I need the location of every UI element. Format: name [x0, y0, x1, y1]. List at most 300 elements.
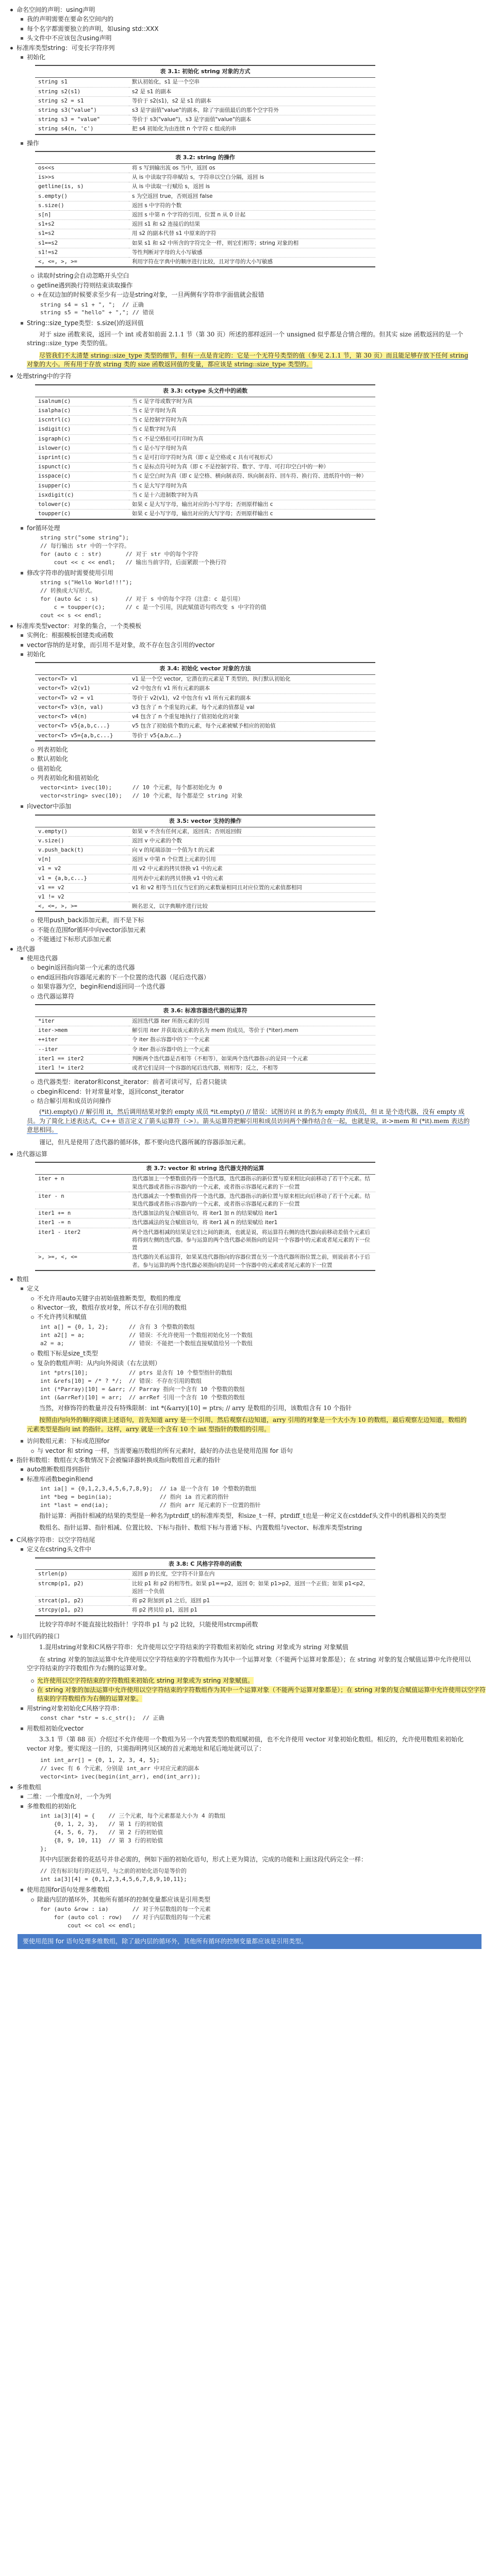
bullet-icon [21, 1889, 23, 1891]
table-row [35, 115, 375, 125]
outline-item [9, 281, 489, 290]
table-cell-key: iter1 -= n [35, 1218, 129, 1228]
bullet-icon [31, 1899, 34, 1902]
table-cell-desc: 等价于 v2(v1)，v2 中包含有 v1 所有元素的副本 [129, 693, 375, 703]
outline-text: 结合解引用和成员访问操作 [37, 1097, 112, 1105]
bullet-icon [31, 1091, 34, 1094]
outline-item [9, 1802, 489, 1811]
bullet-icon [21, 957, 23, 960]
outline-item [9, 963, 489, 972]
outline-iter-notes [9, 1078, 489, 1106]
outline-text: 迭代器运算 [16, 1150, 48, 1158]
table-cell-key: isgraph(c) [35, 434, 129, 444]
bullet-icon [31, 986, 34, 989]
outline-ptr [9, 1465, 489, 1484]
table-row [35, 902, 375, 912]
table-row [35, 722, 375, 731]
table-cell-key: isprint(c) [35, 453, 129, 462]
table-row [35, 453, 375, 462]
bullet-icon [31, 768, 34, 771]
bullet-icon [31, 967, 34, 970]
table-row [35, 1017, 375, 1026]
outline-item [9, 1465, 489, 1474]
bullet-icon [31, 275, 34, 278]
underlined-text: (*it).empty() // 解引用 it，然后调用结果对象的 empty 成员 *it.empty() // 错误：试图访问 it 的名为 empty 的成员，但 it 是个迭代器，没有 empty 成员。为了简化上述表达式，C++ 语言定义了箭头运算符（->）。箭头运算符把解引用和成员访问两个操作结合在一起，也就是说，it->mem 和 (*it).mem 表达的意思相同。 [27, 1108, 470, 1134]
table-cell-key: toupper(c) [35, 510, 129, 519]
table-row [35, 192, 375, 201]
table-cell-desc: 顾名思义，以字典顺序进行比较 [129, 902, 375, 912]
table-caption: 表 3.1: 初始化 string 对象的方式 [35, 65, 375, 78]
code-block: int ia[] = {0,1,2,3,4,5,6,7,8,9}; // ia 是一个含有 10 个整数的数组 int *beg = begin(ia); // 指向 ia 首元素的指针 int *last = end(ia); // 指向 arr 尾元素的下一位置的指针 [40, 1485, 261, 1509]
table-cell-desc: 判断两个迭代器是否相等（不相等），如果两个迭代器指示的是同一个元素 [129, 1054, 375, 1063]
table-cell-key: v[n] [35, 855, 129, 865]
outline-item [9, 1303, 489, 1312]
bullet-icon [31, 749, 34, 752]
paragraph [27, 351, 471, 369]
table-cell-desc: 如果 v 不含有任何元素，返回真；否则返回假 [129, 827, 375, 837]
bullet-icon [31, 929, 34, 932]
outline-text: for循环处理 [27, 524, 60, 532]
table-string-ops [35, 151, 375, 267]
table-cell-desc: 等价于 s3("value")，s3 是字面值"value"的副本 [129, 115, 375, 125]
outline-item [9, 650, 489, 659]
outline-item [9, 1313, 489, 1321]
table-cell-key: iter + n [35, 1175, 129, 1192]
outline-item [9, 6, 489, 14]
outline-item [9, 1294, 489, 1303]
outline-text: 不能在范围for循环中向vector添加元素 [37, 926, 146, 934]
outline-item [9, 1359, 489, 1368]
table-row [35, 1026, 375, 1036]
table-cell-key: isupper(c) [35, 481, 129, 490]
outline-text: C风格字符串：以空字符结尾 [16, 1536, 95, 1544]
table-cell-desc: 当 c 是大写字母时为真 [129, 481, 375, 490]
table-cell-desc: 将 s 写到输出流 os 当中，返回 os [129, 164, 375, 173]
outline-text: +在双边加的时候要求至少有一边是string对象，一旦两侧有字符串字面值就会报错 [37, 291, 264, 299]
table-row [35, 1064, 375, 1074]
table-row [35, 675, 375, 684]
outline-item [9, 992, 489, 1001]
outline-text: begin返回指向第一个元素的迭代器 [37, 964, 135, 972]
table-cell-key: iter1 - iter2 [35, 1228, 129, 1253]
outline-text: 迭代器 [16, 945, 36, 953]
outline-item [9, 641, 489, 650]
outline-item [9, 935, 489, 944]
outline-item [9, 622, 489, 631]
outline-item [9, 926, 489, 935]
table-cell-desc: 返回 v 中元素的个数 [129, 836, 375, 845]
table-cell-key: v.size() [35, 836, 129, 845]
table-row [35, 836, 375, 845]
table-cell-desc: 比较 p1 和 p2 的相等性。如果 p1==p2，返回 0；如果 p1>p2，返回一个正值；如果 p1<p2，返回一个负值 [129, 1579, 375, 1596]
table-cell-desc: 令 iter 指示容器中的下一个元素 [129, 1036, 375, 1045]
outline-text: 迭代器类型：iterator和const_iterator：前者可读可写，后者只能读 [37, 1078, 227, 1086]
table-cell-key: iter - n [35, 1192, 129, 1209]
outline-item [9, 631, 489, 640]
outline-text: 实例化：根据模板创建类或函数 [27, 632, 114, 639]
outline-item [9, 1686, 489, 1704]
table-cell-key: v1 = {a,b,c...} [35, 874, 129, 883]
table-cell-desc: 如果 s1 和 s2 中所含的字符完全一样，则它们相等；string 对象的相 [129, 239, 375, 248]
table-row [35, 125, 375, 134]
table-row [35, 1253, 375, 1270]
table-cell-desc: 返回 v 中第 n 个位置上元素的引用 [129, 855, 375, 865]
table-cell-desc: 用 v2 中元素的拷贝替换 v1 中的元素 [129, 865, 375, 874]
table-cell-key: string s3 = "value" [35, 115, 129, 125]
code-block: string s("Hello World!!!"); // 转换成大写形式。 for (auto &c : s) // 对于 s 中的每个字符（注意：c 是引用） c = toupper(c); // c 是一个引用，因此赋值语句将改变 s 中字符的值 cout << s << endl; [40, 579, 267, 619]
outline-text: 与旧代码的接口 [16, 1632, 60, 1640]
bullet-icon [31, 1307, 34, 1310]
table-cell-key: string s2(s1) [35, 87, 129, 96]
table-cell-key: v.empty() [35, 827, 129, 837]
table-cell-desc: 等性判断对字母的大小写敏感 [129, 248, 375, 257]
table-cell-desc: v1 是一个空 vector，它潜在的元素是 T 类型的，执行默认初始化 [129, 675, 375, 684]
outline-item [9, 1475, 489, 1484]
bullet-icon [21, 1287, 23, 1290]
outline-text: 使用push_back添加元素，而不是下标 [37, 917, 144, 924]
table-cell-key: v1 == v2 [35, 883, 129, 892]
table-cell-key: strcmp(p1, p2) [35, 1579, 129, 1596]
table-cell-desc: 当 c 是空白时为真（即 c 是空格、横向制表符、纵向制表符、回车符、换行符、进纸符中的一种） [129, 472, 375, 481]
table-cell-key: ispunct(c) [35, 463, 129, 472]
outline-item [9, 319, 489, 328]
table-row [35, 1570, 375, 1579]
bullet-icon [21, 653, 23, 656]
outline-text: 与 vector 和 string 一样，当需要遍历数组的所有元素时，最好的办法也是使用范围 for 语句 [37, 1447, 293, 1454]
outline-item [9, 755, 489, 764]
outline-item [9, 1724, 489, 1733]
bullet-icon [31, 1680, 34, 1683]
outline-text: 标准库类型vector：对象的集合，一个类模板 [16, 622, 142, 630]
table-row [35, 78, 375, 87]
outline-text: 值初始化 [37, 765, 62, 772]
bullet-icon [21, 1805, 23, 1808]
outline-item [9, 1895, 489, 1904]
table-cell-desc: 迭代器加法的复合赋值语句，将 iter1 加 n 的结果赋给 iter1 [129, 1209, 375, 1218]
outline-text: 列表初始化 [37, 745, 69, 753]
table-cell-desc: 默认初始化，s1 是一个空串 [129, 78, 375, 87]
table-row [35, 893, 375, 902]
outline-text: 允许使用以空字符结束的字符数组来初始化 string 对象或为 string 对象赋值。 [37, 1676, 254, 1684]
table-row [35, 845, 375, 855]
table-cell-desc: 等价于 v5{a,b,c...} [129, 731, 375, 741]
table-cell-desc: 返回 p 的长度，空字符不计算在内 [129, 1570, 375, 1579]
bullet-icon [31, 1450, 34, 1453]
table-cell-desc: 从 is 中读取字符串赋给 s，字符串以空白分隔，返回 is [129, 173, 375, 182]
table-caption: 表 3.5: vector 支持的操作 [35, 815, 375, 827]
highlight-text: 按照由内向外的顺序阅读上述语句，首先知道 arry 是一个引用，然后观察右边知道，arry 引用的对象是一个大小为 10 的数组，最后观察左边知道，数组的元素类型是指向 int 的指针。这样，arry 就是一个含有 10 个 int 型指针的数组的引用。 [27, 1416, 467, 1433]
bullet-icon [31, 1362, 34, 1365]
bullet-icon [21, 37, 23, 40]
table-row [35, 1045, 375, 1054]
outline-vector-ops [9, 916, 489, 944]
table-cell-key: tolower(c) [35, 500, 129, 510]
table-iter-ops [35, 1004, 375, 1074]
table-row [35, 229, 375, 239]
code-block: for (auto &row : ia) // 对于外层数组的每一个元素 for (auto col : row) // 对于内层数组的每一个元素 cout << col << endl; [40, 1905, 211, 1929]
paragraph: 1.混用string对象和C风格字符串：允许使用以空字符结束的字符数组来初始化 string 对象或为 string 对象赋值 [39, 1643, 348, 1651]
bullet-icon [31, 294, 34, 297]
table-cell-key: is>>s [35, 173, 129, 182]
table-caption: 表 3.6: 标准容器迭代器的运算符 [35, 1004, 375, 1017]
table-row [35, 1175, 375, 1192]
code-block: const char *str = s.c_str(); // 正确 [40, 1715, 164, 1722]
outline-iter [9, 954, 489, 1001]
outline-text: 初始化 [27, 53, 46, 61]
table-row [35, 211, 375, 220]
table-cell-key: *iter [35, 1017, 129, 1026]
paragraph: 3.3.1 节（第 88 页）介绍过不允许使用一个数组为另一个内置类型的数组赋初值，也不允许使用 vector 对象初始化数组。相反的，允许使用数组来初始化 vector 对象。要实现这一目的，只需指明拷贝区域的首元素地址和尾后地址就可以了： [27, 1736, 464, 1752]
table-row [35, 827, 375, 837]
table-cell-key: s1==s2 [35, 239, 129, 248]
outline-text: 向vector中添加 [27, 803, 72, 810]
table-cctype [35, 384, 375, 520]
outline-item [9, 25, 489, 33]
code-block: // 没有标识每行的花括号，与之前的初始化语句是等价的 int ia[3][4] = {0,1,2,3,4,5,6,7,8,9,10,11}; [40, 1868, 187, 1883]
table-cell-key: s[n] [35, 211, 129, 220]
code-block: int ia[3][4] = { // 三个元素，每个元素都是大小为 4 的数组 {0, 1, 2, 3}, // 第 1 行的初始值 {4, 5, 6, 7}, // 第 2 行的初始值 {8, 9, 10, 11} // 第 3 行的初始值 }; [40, 1812, 226, 1852]
paragraph: 在 string 对象的加法运算中允许使用以空字符结束的字符数组作为其中一个运算对象（不能两个运算对象都是）；在 string 对象的复合赋值运算中允许使用以空字符结束的字符数组作为右侧的运算对象。 [27, 1655, 471, 1672]
outline-text: 默认初始化 [37, 755, 69, 763]
table-caption: 表 3.4: 初始化 vector 对象的方法 [35, 662, 375, 675]
bullet-icon [21, 28, 23, 30]
table-row [35, 481, 375, 490]
outline-text: 数组 [16, 1275, 29, 1283]
outline-item [9, 1676, 489, 1685]
table-cell-desc: s 为空返回 true，否则返回 false [129, 192, 375, 201]
bullet-icon [21, 1478, 23, 1481]
paragraph [27, 1416, 471, 1434]
outline-text: 多维数组 [16, 1783, 42, 1791]
bullet-icon [21, 1468, 23, 1471]
table-cell-desc: 利用字符在字典中的顺序进行比较，且对字母的大小写敏感 [129, 258, 375, 267]
table-row [35, 1054, 375, 1063]
outline-text: auto推断数组得到指针 [27, 1466, 91, 1473]
table-cell-desc: 如果 c 是大写字母，输出对应的小写字母；否则原样输出 c [129, 500, 375, 510]
outline-compat-points [9, 1676, 489, 1704]
outline-item [9, 973, 489, 982]
outline-item [9, 1088, 489, 1096]
table-cell-key: iter1 != iter2 [35, 1064, 129, 1074]
bullet-icon [31, 1689, 34, 1692]
table-cell-key: v1 = v2 [35, 865, 129, 874]
bullet-icon [21, 18, 23, 21]
outline-text: end返回指向容器尾元素的下一个位置的迭代器（尾后迭代器） [37, 973, 210, 981]
table-cell-key: isxdigit(c) [35, 490, 129, 500]
table-cell-desc [129, 893, 375, 902]
table-caption: 表 3.2: string 的操作 [35, 151, 375, 164]
table-cell-desc: 返回迭代器 iter 所指元素的引用 [129, 1017, 375, 1026]
bullet-icon [31, 995, 34, 998]
outline-text: 定义 [27, 1285, 40, 1293]
outline-item [9, 1447, 489, 1455]
outline-text: 访问数组元素：下标或范围for [27, 1437, 110, 1445]
table-cell-key: v1 != v2 [35, 893, 129, 902]
table-cell-desc: 把 s4 初始化为由连续 n 个字符 c 组成的串 [129, 125, 375, 134]
table-cell-desc: v3 包含了 n 个重复的元素，每个元素的值都是 val [129, 703, 375, 712]
table-row [35, 510, 375, 519]
table-string-init [35, 65, 375, 134]
outline-item [9, 1632, 489, 1641]
table-cell-key: iscntrl(c) [35, 416, 129, 425]
table-cell-desc: 当 c 是小写字母时为真 [129, 444, 375, 453]
table-cell-key: <, <=, >, >= [35, 258, 129, 267]
table-cell-desc: v4 包含了 n 个重复地执行了值初始化的对象 [129, 713, 375, 722]
table-cell-desc: 迭代器减去一个整数值仍得一个迭代器，迭代器指示的新位置与原来相比向后移动了若干个元素。结果迭代器或者指示容器内的一个元素，或者指示容器尾元素的下一位置 [129, 1192, 375, 1209]
table-cell-desc: 返回 s 中字符的个数 [129, 201, 375, 210]
table-cell-key: vector<T> v4(n) [35, 713, 129, 722]
table-vector-init [35, 662, 375, 741]
table-cell-key: v.push_back(t) [35, 845, 129, 855]
table-row [35, 693, 375, 703]
outline-item [9, 34, 489, 43]
table-row [35, 1209, 375, 1218]
table-cell-key: s.size() [35, 201, 129, 210]
table-cell-key: string s4(n, 'c') [35, 125, 129, 134]
outline-item [9, 745, 489, 754]
table-cell-desc: 解引用 iter 并获取该元素的名为 mem 的成员，等价于 (*iter).mem [129, 1026, 375, 1036]
outline-item [9, 1536, 489, 1545]
outline-text: 头文件中不应该包含using声明 [27, 35, 112, 42]
table-row [35, 703, 375, 712]
table-row [35, 1192, 375, 1209]
warning-text: 比较字符串时不能直接比较指针！字符串 p1 与 p2 比较，只能使用strcmp函数 [39, 1620, 258, 1628]
table-row [35, 248, 375, 257]
table-row [35, 500, 375, 510]
bullet-icon [21, 1795, 23, 1798]
bullet-icon [31, 938, 34, 941]
table-row [35, 425, 375, 434]
outline-item [9, 139, 489, 148]
table-cell-key: string s3("value") [35, 106, 129, 115]
bullet-icon [31, 777, 34, 780]
table-vector-ops [35, 815, 375, 912]
outline-text: 二维：一个维度n对，一个为列 [27, 1793, 111, 1801]
table-cell-key: >, >=, <, <= [35, 1253, 129, 1270]
bullet-icon [21, 1548, 23, 1551]
code-block: int a[] = {0, 1, 2}; // 含有 3 个整数的数组 int a2[] = a; // 错误：不允许使用一个数组初始化另一个数组 a2 = a; // 错误：不能把一个数组直接赋值给另一个数组 [40, 1323, 253, 1347]
bullet-icon [21, 1440, 23, 1443]
outline-item [9, 1078, 489, 1087]
table-cell-desc: 如果 c 是小写字母，输出对应的大写字母；否则原样输出 c [129, 510, 375, 519]
table-row [35, 855, 375, 865]
outline-item [9, 53, 489, 62]
outline-text: 用数组初始化vector [27, 1725, 84, 1732]
outline-text: 操作 [27, 139, 40, 147]
table-cell-desc: 从 is 中读取一行赋给 s，返回 is [129, 182, 375, 192]
table-row [35, 731, 375, 741]
table-cell-key: iter1 += n [35, 1209, 129, 1218]
table-row [35, 258, 375, 267]
paragraph: 其中内层嵌套着的花括号并非必需的，例如下面的初始化语句，形式上更为简洁，完成的功能和上面这段代码完全一样： [39, 1855, 368, 1863]
outline-text: 复杂的数组声明：从内向外阅读（右左法则） [37, 1359, 161, 1367]
outline-using [9, 6, 489, 62]
bullet-icon [31, 1352, 34, 1355]
code-block: string s4 = s1 + ", "; // 正确 string s5 = "hello" + ","; // 错误 [40, 301, 154, 316]
bullet-icon [10, 9, 13, 11]
paragraph [27, 1108, 471, 1134]
table-row [35, 1228, 375, 1253]
bullet-icon [21, 634, 23, 637]
paragraph: 对于 size 函数来说，返回一个 int 或者如前面 2.1.1 节（第 30 页）所述的那样返回一个 unsigned 似乎都是合情合理的。但其实 size 函数返回的是一个 string::size_type 类型的值。 [27, 330, 463, 347]
code-block: int *ptrs[10]; // ptrs 是含有 10 个整型指针的数组 int &refs[10] = /* ? */; // 错误：不存在引用的数组 int (*Parray)[10] = &arr; // Parray 指向一个含有 10 个整数的数组 int (&arrRef)[10] = arr; // arrRef 引用一个含有 10 个整数的数组 [40, 1369, 245, 1401]
table-row [35, 220, 375, 229]
table-row [35, 1606, 375, 1616]
bullet-icon [31, 1081, 34, 1084]
outline-text: 命名空间的声明：using声明 [16, 6, 95, 13]
outline-item [9, 1097, 489, 1106]
table-caption: 表 3.3: cctype 头文件中的函数 [35, 384, 375, 397]
outline-multi [9, 1792, 489, 1811]
outline-text: 定义在cstring头文件中 [27, 1546, 92, 1553]
code-block: int int_arr[] = {0, 1, 2, 3, 4, 5}; // ivec 有 6 个元素，分别是 int_arr 中对应元素的副本 vector<int> ivec(begin(int_arr), end(int_arr)); [40, 1757, 201, 1781]
outline-item [9, 291, 489, 299]
outline-vector [9, 631, 489, 659]
table-cell-key: isalnum(c) [35, 397, 129, 406]
table-cell-desc: 用列表中元素的拷贝替换 v1 中的元素 [129, 874, 375, 883]
bullet-icon [21, 56, 23, 59]
table-cell-key: islower(c) [35, 444, 129, 453]
outline-text: 使用范围for语句处理多维数组 [27, 1886, 110, 1894]
table-cell-desc: 向 v 的尾端添加一个值为 t 的元素 [129, 845, 375, 855]
table-row [35, 87, 375, 96]
table-cell-desc: 迭代器减法的复合赋值语句，将 iter1 减 n 的结果赋给 iter1 [129, 1218, 375, 1228]
table-cell-desc: 将 p2 附加到 p1 之后，返回 p1 [129, 1597, 375, 1606]
table-row [35, 490, 375, 500]
outline-text: 数组下标是size_t类型 [37, 1350, 98, 1358]
bottom-note-bar: 要使用范围 for 语句处理多维数组，除了最内层的循环外，其他所有循环的控制变量都应该是引用类型。 [18, 1934, 482, 1949]
outline-item [9, 1792, 489, 1801]
outline-item [9, 954, 489, 963]
outline-text: 多维数组的初始化 [27, 1802, 77, 1810]
table-row [35, 164, 375, 173]
outline-text: 标准库函数begin和end [27, 1475, 93, 1483]
table-cell-key: string s1 [35, 78, 129, 87]
paragraph: 数组名、指针运算、指针相减、位置比较、下标与指针、数组下标与普通下标、内置数组与vector、标准库类型string [39, 1524, 362, 1532]
outline-item [9, 372, 489, 381]
table-cell-desc: s3 是字面值"value"的副本，除了字面值最后的那个空字符外 [129, 106, 375, 115]
table-row [35, 684, 375, 693]
outline-text: 列表初始化和值初始化 [37, 774, 99, 782]
table-cell-desc: 当 c 是字母时为真 [129, 406, 375, 415]
outline-text: 初始化 [27, 650, 46, 658]
outline-item [9, 524, 489, 533]
table-cell-key: vector<T> v5={a,b,c...} [35, 731, 129, 741]
outline-item [9, 15, 489, 24]
table-cell-key: iter->mem [35, 1026, 129, 1036]
outline-text: 和vector一致，数组存放对象，所以不存在引用的数组 [37, 1303, 187, 1311]
table-cell-key: strcat(p1, p2) [35, 1597, 129, 1606]
outline-text: 每个名字都需要独立的声明，如using std::XXX [27, 25, 159, 32]
outline-item [9, 1275, 489, 1284]
code-block: vector<int> ivec(10); // 10 个元素，每个都初始化为 0 vector<string> svec(10); // 10 个元素，每个都是空 string 对象 [40, 784, 243, 800]
outline-text: 除最内层的循环外，其他所有循环的控制变量都应该是引用类型 [37, 1895, 211, 1903]
table-cell-desc: 迭代器加上一个整数值仍得一个迭代器，迭代器指示的新位置与原来相比向前移动了若干个元素。结果迭代器或者指示容器内的一个元素，或者指示容器尾元素的下一位置 [129, 1175, 375, 1192]
table-row [35, 173, 375, 182]
warning-text: 谨记，但凡是使用了迭代器的循环体，都不要向迭代器所属的容器添加元素。 [39, 1138, 250, 1146]
table-row [35, 444, 375, 453]
table-cell-key: ++iter [35, 1036, 129, 1045]
table-row [35, 472, 375, 481]
outline-text: 使用迭代器 [27, 955, 58, 962]
bullet-icon [10, 47, 13, 49]
table-row [35, 397, 375, 406]
table-cell-desc: 当 c 是十六进制数字时为真 [129, 490, 375, 500]
table-row [35, 463, 375, 472]
table-row [35, 1579, 375, 1596]
table-row [35, 865, 375, 874]
outline-array-3 [9, 1437, 489, 1455]
